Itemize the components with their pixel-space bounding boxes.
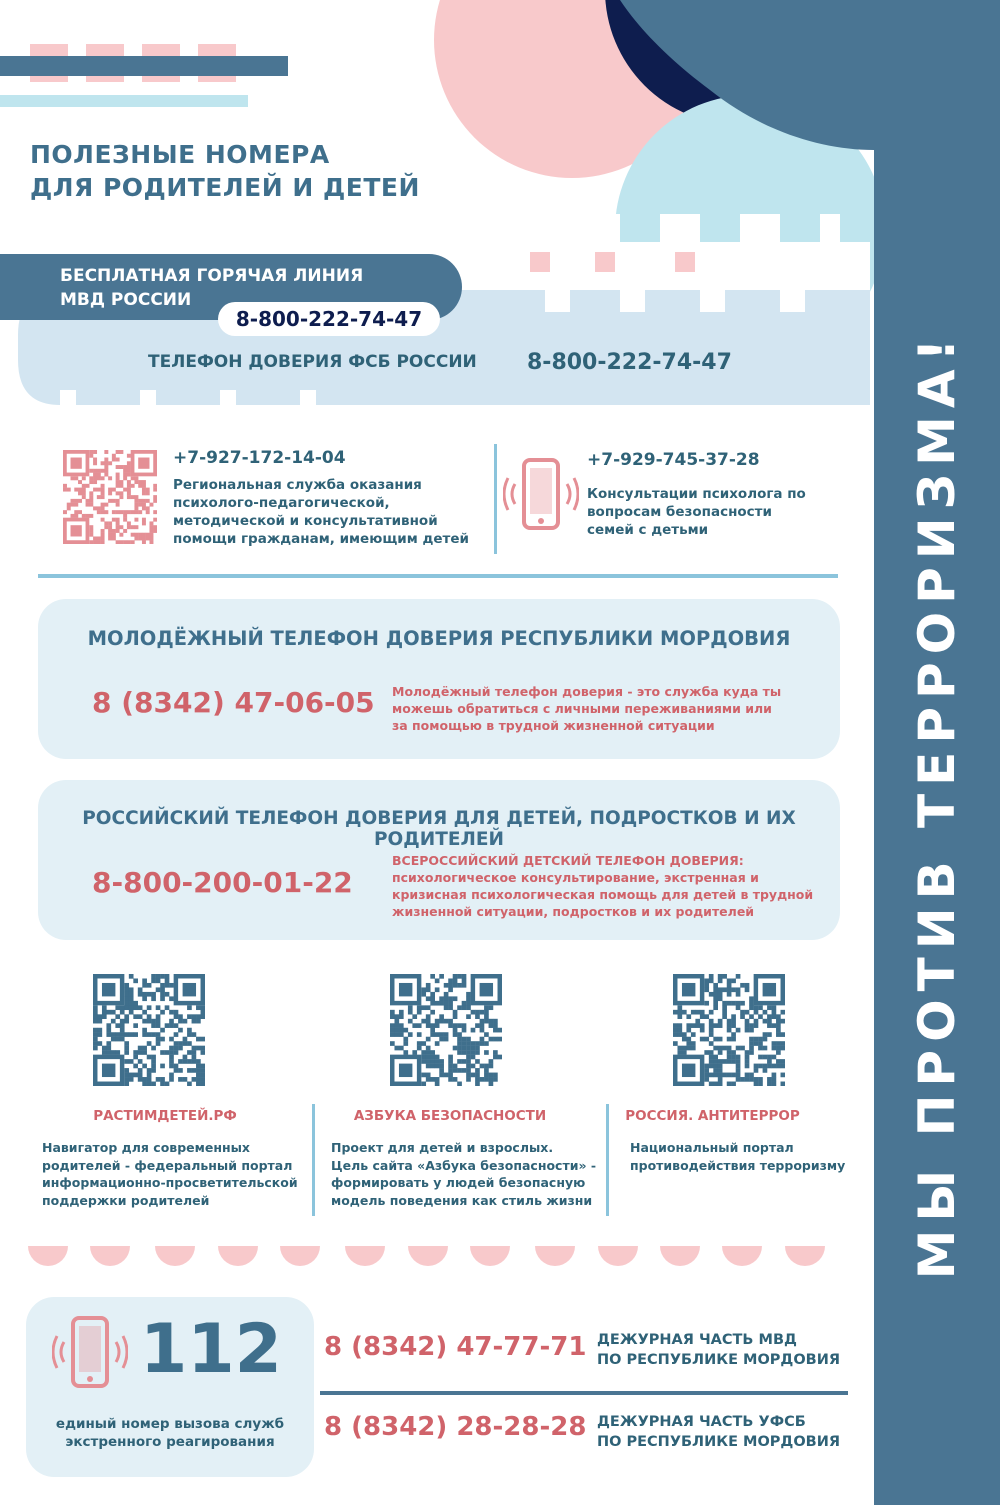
side-banner-text: МЫ ПРОТИВ ТЕРРОРИЗМА! [908,330,966,1280]
youth-desc-line: Молодёжный телефон доверия - это служба куда ты [392,684,782,699]
children-desc-line: психологическое консультирование, экстренная и [392,870,759,885]
portal-desc-line: поддержки родителей [42,1192,210,1208]
pink-scallops [28,1246,825,1266]
youth-desc-line: можешь обратиться с личными переживаниями или [392,701,772,716]
divider-horizontal [320,1391,848,1395]
youth-line-description [392,683,781,734]
page-title-line2: ДЛЯ РОДИТЕЛЕЙ И ДЕТЕЙ [30,173,420,202]
top-left-bars [0,44,288,107]
page-title-line1: ПОЛЕЗНЫЕ НОМЕРА [30,140,330,169]
psychologist-desc-line: Консультации психолога по [587,486,806,502]
qr-code-regional[interactable] [63,450,157,544]
portal-desc-line: Цель сайта «Азбука безопасности» - [331,1157,597,1173]
portal-description [42,1139,298,1209]
youth-desc-line: за помощью в трудной жизненной ситуации [392,718,715,733]
divider-vertical [312,1104,315,1216]
portal-title[interactable]: РОССИЯ. АНТИТЕРРОР [625,1108,800,1124]
qr-code-portal-2[interactable] [390,974,502,1086]
portal-desc-line: Проект для детей и взрослых. [331,1140,554,1155]
duty-ufsb-number[interactable]: 8 (8342) 28-28-28 [324,1412,587,1442]
duty-ufsb-label-line2: ПО РЕСПУБЛИКЕ МОРДОВИЯ [597,1434,841,1450]
psychologist-desc-line: семей с детьми [587,522,709,538]
children-line-title: РОССИЙСКИЙ ТЕЛЕФОН ДОВЕРИЯ ДЛЯ ДЕТЕЙ, ПОДРОСТКОВ И ИХ РОДИТЕЛЕЙ [82,808,796,850]
portal-desc-line: противодействия терроризму [630,1157,846,1173]
regional-number[interactable]: +7-927-172-14-04 [173,448,346,468]
fsb-hotline-label: ТЕЛЕФОН ДОВЕРИЯ ФСБ РОССИИ [148,352,477,372]
children-line-description [392,852,813,920]
portal-description [630,1139,845,1174]
portal-desc-line: родителей - федеральный портал [42,1157,293,1173]
regional-desc-line: помощи гражданам, имеющим детей [173,531,469,547]
mvd-hotline-label-line2: МВД РОССИИ [60,290,192,310]
page-title [30,138,420,204]
emergency-number[interactable]: 112 [140,1310,282,1389]
duty-mvd-label-line1: ДЕЖУРНАЯ ЧАСТЬ МВД [597,1332,797,1348]
duty-mvd-number[interactable]: 8 (8342) 47-77-71 [324,1332,587,1362]
divider-horizontal [38,574,838,578]
children-line-number[interactable]: 8-800-200-01-22 [92,866,353,899]
children-desc-line: жизненной ситуации, подростков и их родителей [392,904,755,919]
youth-line-number[interactable]: 8 (8342) 47-06-05 [92,686,375,719]
portal-description [331,1139,596,1209]
phone-vibrate-icon [503,456,579,532]
regional-desc-line: Региональная служба оказания [173,477,422,493]
emergency-desc-line2: экстренного реагирования [65,1434,275,1450]
portal-desc-line: информационно-просветительской [42,1175,298,1190]
phone-vibrate-icon [52,1314,128,1390]
youth-line-card [38,599,840,759]
portal-title[interactable]: АЗБУКА БЕЗОПАСНОСТИ [353,1108,547,1124]
regional-description [173,476,469,548]
duty-mvd-label [597,1330,840,1370]
regional-desc-line: методической и консультативной [173,513,438,529]
emergency-desc-line1: единый номер вызова служб [55,1416,285,1432]
psychologist-desc-line: вопросам безопасности [587,504,772,520]
psychologist-number[interactable]: +7-929-745-37-28 [587,450,760,470]
portal-desc-line: Навигатор для современных [42,1140,250,1155]
divider-vertical [606,1104,609,1216]
duty-ufsb-label [597,1412,840,1452]
divider-vertical [494,444,497,554]
portal-desc-line: Национальный портал [630,1140,794,1155]
portal-title[interactable]: РАСТИМДЕТЕЙ.РФ [93,1108,237,1124]
mvd-hotline-number[interactable]: 8-800-222-74-47 [218,302,440,336]
portal-desc-line: формировать у людей безопасную [331,1175,586,1190]
children-desc-line: ВСЕРОССИЙСКИЙ ДЕТСКИЙ ТЕЛЕФОН ДОВЕРИЯ: [392,853,744,868]
duty-mvd-label-line2: ПО РЕСПУБЛИКЕ МОРДОВИЯ [597,1352,841,1368]
psychologist-description [587,485,806,539]
children-desc-line: кризисная психологическая помощь для детей в трудной [392,887,814,902]
emergency-description [26,1415,314,1451]
qr-code-portal-3[interactable] [673,974,785,1086]
youth-line-title: МОЛОДЁЖНЫЙ ТЕЛЕФОН ДОВЕРИЯ РЕСПУБЛИКИ МОРДОВИЯ [87,627,791,650]
mvd-hotline-label-line1: БЕСПЛАТНАЯ ГОРЯЧАЯ ЛИНИЯ [60,266,364,286]
duty-ufsb-label-line1: ДЕЖУРНАЯ ЧАСТЬ УФСБ [597,1414,806,1430]
fsb-hotline-number[interactable]: 8-800-222-74-47 [527,350,732,375]
regional-desc-line: психолого-педагогической, [173,495,390,511]
portal-desc-line: модель поведения как стиль жизни [331,1192,593,1208]
qr-code-portal-1[interactable] [93,974,205,1086]
